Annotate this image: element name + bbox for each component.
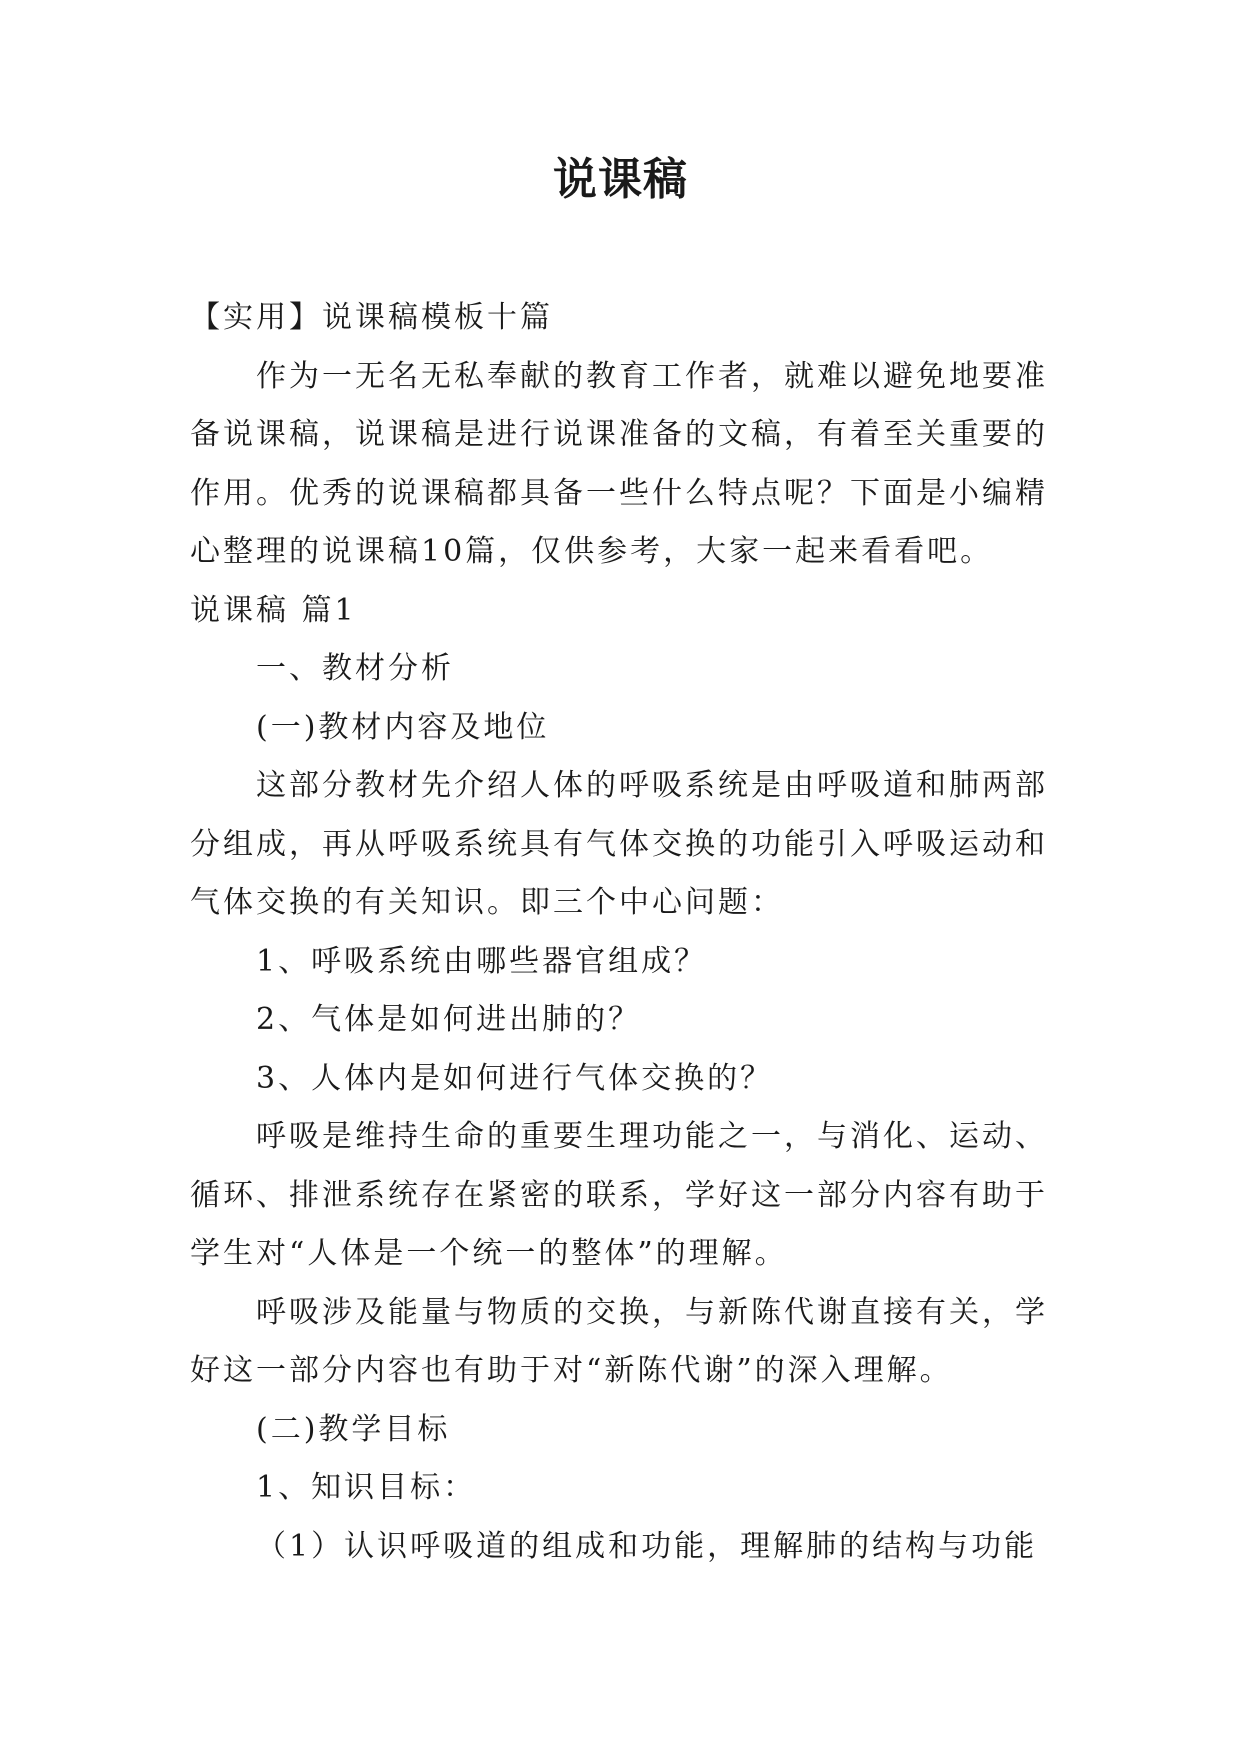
heading-level-1: 一、教材分析 — [256, 651, 454, 686]
list-item: 2、气体是如何进出肺的？ — [256, 1002, 642, 1037]
list-item: 1、呼吸系统由哪些器官组成？ — [256, 943, 708, 979]
list-item: （1）认识呼吸道的组成和功能，理解肺的结构与功能 — [256, 1528, 1038, 1564]
body-paragraph: 呼吸涉及能量与物质的交换，与新陈代谢直接有关，学好这一部分内容也有助于对“新陈代谢”的深入理解。 — [190, 1294, 1048, 1388]
list-item: 3、人体内是如何进行气体交换的？ — [256, 1060, 774, 1096]
document-body — [190, 289, 1065, 1576]
body-paragraph: 呼吸是维持生命的重要生理功能之一，与消化、运动、循环、排泄系统存在紧密的联系，学好这一部分内容有助于学生对“人体是一个统一的整体”的理解。 — [190, 1119, 1048, 1271]
intro-paragraph: 作为一无名无私奉献的教育工作者，就难以避免地要准备说课稿，说课稿是进行说课准备的文稿，有着至关重要的作用。优秀的说课稿都具备一些什么特点呢？下面是小编精心整理的说课稿10篇，仅供参考，大家一起来看看吧。 — [190, 358, 1048, 569]
heading-level-2: (一)教材内容及地位 — [256, 709, 550, 745]
heading-level-2: (二)教学目标 — [256, 1411, 451, 1447]
heading-level-3: 1、知识目标： — [256, 1470, 477, 1505]
section-heading: 说课稿 篇1 — [190, 592, 357, 628]
body-paragraph: 这部分教材先介绍人体的呼吸系统是由呼吸道和肺两部分组成，再从呼吸系统具有气体交换的功能引入呼吸运动和气体交换的有关知识。即三个中心问题： — [190, 768, 1048, 920]
document-title: 说课稿 — [553, 154, 688, 205]
subtitle-line: 【实用】说课稿模板十篇 — [190, 300, 553, 335]
